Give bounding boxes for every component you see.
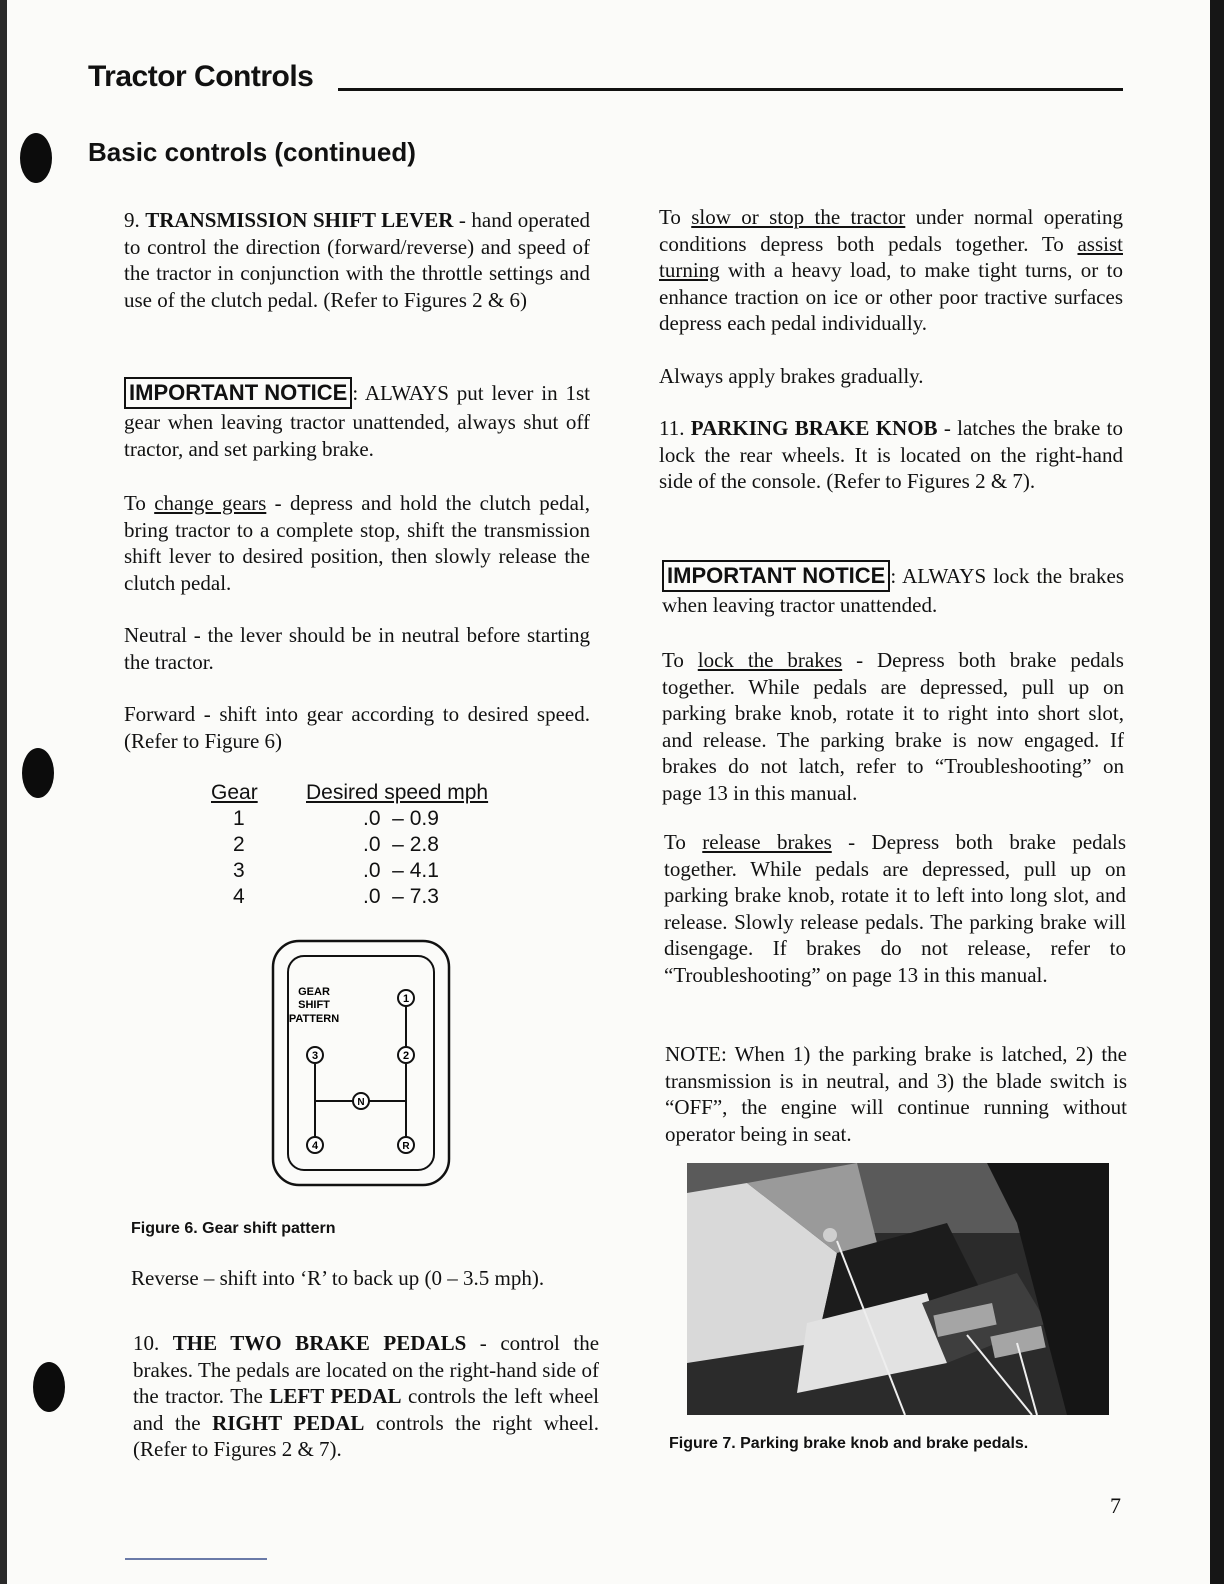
notice-2-text: : ALWAYS lock the brakes when leaving tractor unattended. bbox=[662, 564, 1124, 617]
item-10-number: 10. bbox=[133, 1331, 160, 1355]
item-9-paragraph bbox=[124, 207, 590, 313]
diagram-label-line3: PATTERN bbox=[288, 1013, 340, 1025]
lock-brakes-term: lock the brakes bbox=[697, 648, 843, 672]
slow-post: with a heavy load, to make tight turns, or to enhance traction on ice or other poor tractive surfaces depress each pedal individually. bbox=[659, 258, 1123, 335]
speed-value: .0 – 4.1 bbox=[363, 859, 439, 882]
item-9-title: TRANSMISSION SHIFT LEVER bbox=[145, 208, 454, 232]
gear-col-header: Gear bbox=[211, 781, 258, 804]
change-gears-text: - depress and hold the clutch pedal, bring tractor to a complete stop, shift the transmission shift lever to desired position, then slowly release the clutch pedal. bbox=[124, 491, 590, 595]
figure-7-caption: Figure 7. Parking brake knob and brake pedals. bbox=[669, 1435, 1029, 1452]
diagram-label-line1: GEAR bbox=[298, 986, 330, 998]
gear-value: 2 bbox=[233, 833, 245, 856]
reverse-label: R bbox=[402, 1141, 410, 1152]
gear-1-label: 1 bbox=[402, 993, 410, 1005]
notice-1-text: : ALWAYS put lever in 1st gear when leaving tractor unattended, always shut off tractor, and set parking brake. bbox=[124, 381, 590, 461]
footer-rule bbox=[125, 1558, 267, 1560]
item-11-paragraph bbox=[659, 415, 1123, 495]
item-10-paragraph bbox=[133, 1330, 599, 1463]
figure-6-caption: Figure 6. Gear shift pattern bbox=[131, 1220, 336, 1237]
right-pedal-term: RIGHT PEDAL bbox=[212, 1410, 365, 1435]
neutral-paragraph: Neutral - the lever should be in neutral before starting the tractor. bbox=[124, 623, 590, 674]
lock-brakes-paragraph bbox=[662, 647, 1124, 806]
table-row bbox=[211, 832, 531, 858]
important-notice-1 bbox=[124, 377, 590, 462]
table-row bbox=[211, 806, 531, 832]
change-gears-pre: To bbox=[124, 491, 155, 515]
title-rule bbox=[338, 88, 1123, 91]
release-brakes-term: release brakes bbox=[702, 830, 832, 854]
slow-pre: To bbox=[659, 205, 692, 229]
gear-1-marker bbox=[398, 990, 414, 1006]
figure-7-photo bbox=[687, 1163, 1109, 1415]
release-brakes-text: - Depress both brake pedals together. While pedals are depressed, pull up on parking brake knob, rotate it to left into long slot, and release. Slowly release pedals. The parking brake will disengage. If brakes do not release, refer to “Troubleshooting” on page 13 in this manual. bbox=[664, 830, 1126, 987]
speed-col-header: Desired speed mph bbox=[306, 781, 489, 804]
scan-right-edge bbox=[1210, 0, 1224, 1584]
brake-photo-illustration bbox=[687, 1163, 1109, 1415]
item-9-body: - hand operated to control the direction (forward/reverse) and speed of the tractor in conjunction with the throttle settings and use of the clutch pedal. (Refer to Figures 2 & 6) bbox=[124, 208, 591, 312]
binder-hole-bottom bbox=[33, 1362, 65, 1412]
left-pedal-term: LEFT PEDAL bbox=[269, 1384, 402, 1408]
speed-value: .0 – 2.8 bbox=[363, 833, 439, 856]
slow-stop-term: slow or stop the tractor bbox=[691, 205, 906, 229]
gear-3-marker bbox=[307, 1047, 323, 1063]
item-10-body2: controls the left wheel and the bbox=[133, 1384, 599, 1435]
item-10-body1: - control the brakes. The pedals are located on the right-hand side of the tractor. The bbox=[133, 1331, 600, 1408]
binder-hole-top bbox=[20, 133, 52, 183]
gear-4-label: 4 bbox=[311, 1140, 319, 1152]
table-row bbox=[211, 884, 531, 910]
section-heading: Basic controls (continued) bbox=[88, 137, 416, 167]
forward-paragraph: Forward - shift into gear according to desired speed. (Refer to Figure 6) bbox=[124, 702, 590, 753]
release-pre: To bbox=[664, 830, 703, 854]
item-11-body: - latches the brake to lock the rear wheels. It is located on the right-hand side of the console. (Refer to Figures 2 & 7). bbox=[659, 416, 1124, 493]
gear-value: 1 bbox=[233, 807, 245, 830]
lock-pre: To bbox=[662, 648, 698, 672]
notice-2-box: IMPORTANT NOTICE bbox=[662, 560, 890, 592]
scan-left-edge bbox=[0, 0, 7, 1584]
diagram-label-line2: SHIFT bbox=[298, 999, 330, 1011]
gear-2-marker bbox=[398, 1047, 414, 1063]
slow-stop-paragraph bbox=[659, 204, 1123, 337]
note-paragraph: NOTE: When 1) the parking brake is latched, 2) the transmission is in neutral, and 3) the blade switch is “OFF”, the engine will continue running without operator being in seat. bbox=[665, 1042, 1127, 1146]
item-11-number: 11. bbox=[659, 416, 685, 440]
table-row bbox=[211, 858, 531, 884]
gear-3-label: 3 bbox=[311, 1050, 319, 1062]
lock-brakes-text: - Depress both brake pedals together. While pedals are depressed, pull up on parking brake knob, rotate it to right into short slot, and release. The parking brake is now engaged. If brakes do not latch, refer to “Troubleshooting” on page 13 in this manual. bbox=[662, 648, 1124, 805]
speed-value: .0 – 0.9 bbox=[363, 807, 439, 830]
release-brakes-paragraph bbox=[664, 829, 1126, 988]
gear-speed-table bbox=[211, 780, 531, 910]
speed-value: .0 – 7.3 bbox=[363, 885, 439, 908]
item-10-body3: controls the right wheel. (Refer to Figures 2 & 7). bbox=[133, 1410, 599, 1461]
reverse-paragraph: Reverse – shift into ‘R’ to back up (0 – 3.5 mph). bbox=[131, 1266, 545, 1290]
item-11-title: PARKING BRAKE KNOB bbox=[690, 416, 938, 440]
neutral-label: N bbox=[357, 1097, 365, 1108]
notice-1-box: IMPORTANT NOTICE bbox=[124, 377, 352, 409]
change-gears-term: change gears bbox=[154, 491, 267, 515]
slow-mid: under normal operating conditions depress both pedals together. To bbox=[659, 205, 1123, 256]
reverse-marker bbox=[398, 1137, 414, 1153]
item-10-title: THE TWO BRAKE PEDALS bbox=[172, 1331, 467, 1355]
gear-shift-pattern-diagram bbox=[270, 938, 454, 1190]
gear-value: 4 bbox=[233, 885, 245, 908]
binder-hole-middle bbox=[22, 748, 54, 798]
neutral-marker bbox=[353, 1093, 369, 1109]
page-number: 7 bbox=[1110, 1493, 1121, 1518]
important-notice-2 bbox=[662, 560, 1124, 619]
gear-2-label: 2 bbox=[402, 1050, 410, 1062]
gear-value: 3 bbox=[233, 859, 245, 882]
assist-turning-term: assist turning bbox=[659, 231, 1123, 282]
gradual-paragraph: Always apply brakes gradually. bbox=[659, 364, 924, 388]
change-gears-paragraph bbox=[124, 490, 590, 596]
page-title: Tractor Controls bbox=[88, 60, 314, 93]
item-9-number: 9. bbox=[124, 208, 140, 232]
gear-4-marker bbox=[307, 1137, 323, 1153]
